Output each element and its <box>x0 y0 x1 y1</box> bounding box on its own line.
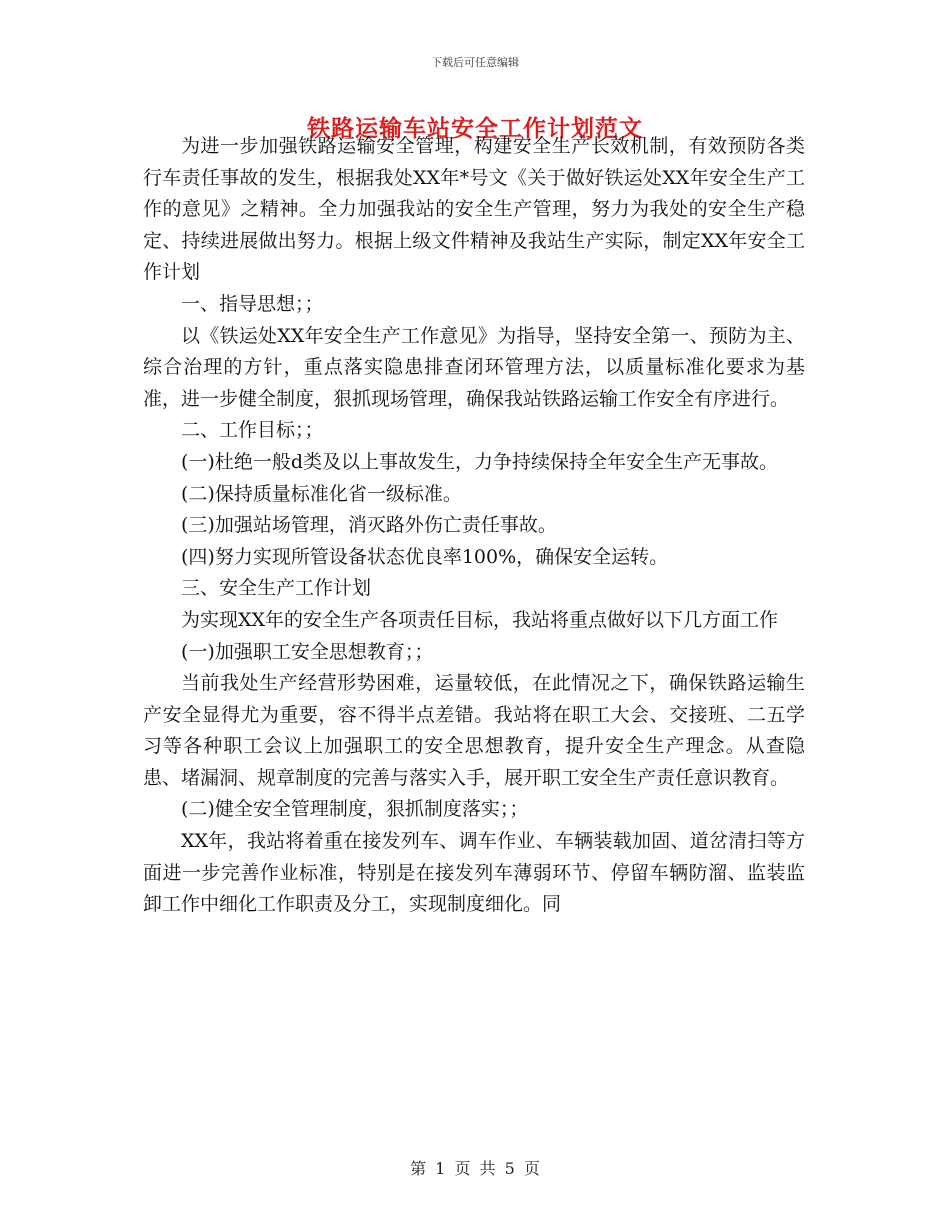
body-paragraph: 当前我处生产经营形势困难，运量较低，在此情况之下，确保铁路运输生产安全显得尤为重要，容不得半点差错。我站将在职工大会、交接班、二五学习等各种职工会议上加强职工的安全思想教育，提升安全生产理念。从查隐患、堵漏洞、规章制度的完善与落实入手，展开职工安全生产责任意识教育。 <box>143 672 805 789</box>
document-body <box>143 131 805 921</box>
subsection-heading: (一)加强职工安全思想教育；； <box>181 640 434 663</box>
section-heading: 一、指导思想；； <box>181 292 324 315</box>
body-paragraph: (三)加强站场管理，消灭路外伤亡责任事故。 <box>181 514 557 537</box>
body-paragraph: XX年，我站将着重在接发列车、调车作业、车辆装载加固、道岔清扫等方面进一步完善作业标准，特别是在接发列车薄弱环节、停留车辆防溜、监装监卸工作中细化工作职责及分工，实现制度细化。同 <box>143 830 805 916</box>
body-paragraph: 为进一步加强铁路运输安全管理，构建安全生产长效机制，有效预防各类行车责任事故的发生，根据我处XX年*号文《关于做好铁运处XX年安全生产工作的意见》之精神。全力加强我站的安全生产管理，努力为我处的安全生产稳定、持续进展做出努力。根据上级文件精神及我站生产实际，制定XX年安全工作计划 <box>143 135 805 284</box>
subsection-heading: (二)健全安全管理制度，狠抓制度落实；； <box>181 798 529 821</box>
body-paragraph: (二)保持质量标准化省一级标准。 <box>181 482 462 505</box>
body-paragraph: (四)努力实现所管设备状态优良率100%，确保安全运转。 <box>181 545 669 568</box>
body-paragraph: (一)杜绝一般d类及以上事故发生，力争持续保持全年安全生产无事故。 <box>181 450 778 473</box>
document-title: 铁路运输车站安全工作计划范文 <box>307 115 643 142</box>
page-footer: 第 1 页 共 5 页 <box>410 1159 540 1178</box>
section-heading: 三、安全生产工作计划 <box>181 577 372 600</box>
body-paragraph: 以《铁运处XX年安全生产工作意见》为指导，坚持安全第一、预防为主、综合治理的方针，重点落实隐患排查闭环管理方法，以质量标准化要求为基准，进一步健全制度，狠抓现场管理，确保我站铁路运输工作安全有序进行。 <box>143 324 805 410</box>
header-note: 下载后可任意编辑 <box>431 56 519 69</box>
section-heading: 二、工作目标；； <box>181 419 324 442</box>
body-paragraph: 为实现XX年的安全生产各项责任目标，我站将重点做好以下几方面工作 <box>181 608 779 631</box>
